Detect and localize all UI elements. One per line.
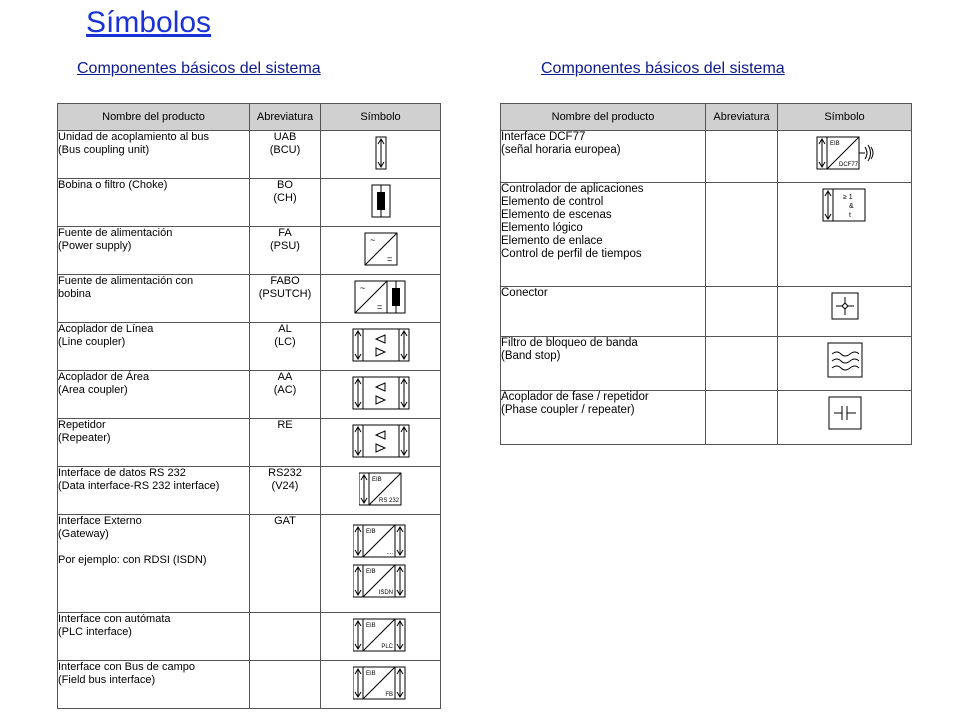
symbol-cell bbox=[321, 661, 441, 709]
symbol-cell bbox=[321, 515, 441, 613]
svg-text:~: ~ bbox=[359, 283, 365, 293]
abbreviation-cell bbox=[250, 467, 321, 515]
svg-text:EIB: EIB bbox=[365, 623, 376, 629]
abbreviation-line: GAT bbox=[274, 515, 296, 527]
product-name-line: (Field bus interface) bbox=[58, 674, 156, 686]
table-row bbox=[501, 131, 912, 183]
svg-text:t: t bbox=[848, 212, 851, 219]
svg-text:ISDN: ISDN bbox=[378, 590, 393, 596]
symbol-cell bbox=[321, 275, 441, 323]
product-name-line: Repetidor bbox=[58, 419, 106, 431]
product-name-cell bbox=[58, 323, 250, 371]
table-row bbox=[58, 179, 441, 227]
page-title[interactable]: Símbolos bbox=[86, 6, 212, 39]
table-row bbox=[58, 131, 441, 179]
left-symbol-table bbox=[57, 103, 441, 709]
product-name-cell bbox=[501, 391, 706, 445]
symbol-cell bbox=[321, 371, 441, 419]
symbol-cell bbox=[321, 467, 441, 515]
abbreviation-cell bbox=[706, 337, 778, 391]
abbreviation-cell bbox=[250, 419, 321, 467]
abbreviation-cell bbox=[250, 179, 321, 227]
product-name-line: (Phase coupler / repeater) bbox=[501, 404, 635, 416]
product-name-cell bbox=[58, 227, 250, 275]
symbol-cell bbox=[321, 227, 441, 275]
svg-text:RS 232: RS 232 bbox=[378, 498, 399, 504]
abbreviation-line: (V24) bbox=[271, 480, 299, 492]
table-row bbox=[501, 337, 912, 391]
product-name-cell bbox=[501, 337, 706, 391]
right-symbol-table bbox=[500, 103, 912, 445]
product-name-line: (Area coupler) bbox=[58, 384, 128, 396]
header-abbreviation: Abreviatura bbox=[250, 104, 321, 131]
abbreviation-line: (PSUTCH) bbox=[258, 288, 312, 300]
abbreviation-line: FABO bbox=[270, 275, 300, 287]
abbreviation-cell bbox=[706, 131, 778, 183]
phase-coupler-symbol-icon bbox=[827, 395, 863, 431]
abbreviation-cell bbox=[250, 131, 321, 179]
svg-text:EIB: EIB bbox=[371, 477, 382, 483]
product-name-line: Bobina o filtro (Choke) bbox=[58, 179, 168, 191]
product-name-cell bbox=[58, 613, 250, 661]
product-name-cell bbox=[58, 131, 250, 179]
psu-choke-symbol-icon bbox=[353, 279, 409, 315]
table-row bbox=[58, 419, 441, 467]
product-name-line: Interface DCF77 bbox=[501, 131, 586, 143]
svg-text:....: .... bbox=[385, 550, 393, 556]
product-name-line: Fuente de alimentación con bbox=[58, 275, 194, 287]
svg-text:EIB: EIB bbox=[829, 141, 840, 147]
symbol-cell bbox=[778, 287, 912, 337]
coupler-symbol-icon bbox=[352, 375, 410, 411]
abbreviation-cell bbox=[706, 183, 778, 287]
product-name-line: (Power supply) bbox=[58, 240, 132, 252]
svg-text:~: ~ bbox=[369, 235, 375, 245]
product-name-line: Acoplador de Área bbox=[58, 371, 150, 383]
svg-text:≥ 1: ≥ 1 bbox=[842, 194, 853, 201]
header-product-name: Nombre del producto bbox=[501, 104, 706, 131]
abbreviation-line: (BCU) bbox=[269, 144, 301, 156]
abbreviation-cell bbox=[250, 613, 321, 661]
product-name-line: (Line coupler) bbox=[58, 336, 126, 348]
table-row bbox=[58, 467, 441, 515]
bcu-symbol-icon bbox=[373, 135, 389, 171]
table-row bbox=[58, 227, 441, 275]
symbol-cell bbox=[778, 337, 912, 391]
svg-text:=: = bbox=[386, 254, 392, 264]
table-row bbox=[58, 613, 441, 661]
svg-text:PLC: PLC bbox=[380, 644, 393, 650]
product-name-cell bbox=[58, 371, 250, 419]
symbol-cell bbox=[321, 131, 441, 179]
abbreviation-line: (PSU) bbox=[270, 240, 300, 252]
abbreviation-line: AA bbox=[277, 371, 293, 383]
product-name-cell bbox=[58, 467, 250, 515]
product-name-line: (Gateway) bbox=[58, 528, 109, 540]
product-name-line: Unidad de acoplamiento al bus bbox=[58, 131, 210, 143]
product-name-line: Interface con Bus de campo bbox=[58, 661, 195, 673]
eib-device-icon bbox=[359, 471, 403, 507]
bandstop-symbol-icon bbox=[826, 341, 864, 379]
abbreviation-line: BO bbox=[277, 179, 293, 191]
product-name-line: Por ejemplo: con RDSI (ISDN) bbox=[58, 554, 207, 566]
product-name-line: Controlador de aplicaciones bbox=[501, 183, 644, 195]
product-name-cell bbox=[501, 131, 706, 183]
header-symbol: Símbolo bbox=[778, 104, 912, 131]
product-name-line: (Repeater) bbox=[58, 432, 111, 444]
abbreviation-line: FA bbox=[278, 227, 292, 239]
controller-symbol-icon bbox=[821, 187, 869, 223]
symbol-cell bbox=[321, 323, 441, 371]
product-name-line: Elemento de enlace bbox=[501, 235, 603, 247]
product-name-line: Interface con autómata bbox=[58, 613, 171, 625]
product-name-line: Control de perfil de tiempos bbox=[501, 248, 642, 260]
symbol-cell bbox=[778, 391, 912, 445]
abbreviation-line: AL bbox=[278, 323, 292, 335]
abbreviation-cell bbox=[250, 323, 321, 371]
abbreviation-cell bbox=[250, 661, 321, 709]
connector-symbol-icon bbox=[830, 291, 860, 321]
product-name-cell bbox=[501, 183, 706, 287]
svg-text:EIB: EIB bbox=[365, 529, 376, 535]
header-product-name: Nombre del producto bbox=[58, 104, 250, 131]
svg-text:EIB: EIB bbox=[365, 671, 376, 677]
symbol-cell bbox=[321, 419, 441, 467]
abbreviation-cell bbox=[706, 391, 778, 445]
abbreviation-cell bbox=[250, 371, 321, 419]
abbreviation-cell bbox=[250, 275, 321, 323]
product-name-line bbox=[58, 541, 249, 554]
product-name-cell bbox=[58, 515, 250, 613]
abbreviation-line: (AC) bbox=[273, 384, 297, 396]
dcf77-symbol-icon bbox=[815, 135, 875, 171]
eib-device-icon bbox=[353, 665, 409, 701]
product-name-line: Interface Externo bbox=[58, 515, 142, 527]
product-name-line: bobina bbox=[58, 288, 92, 300]
table-row bbox=[501, 391, 912, 445]
symbol-cell bbox=[321, 613, 441, 661]
svg-text:FB: FB bbox=[384, 692, 393, 698]
header-abbreviation: Abreviatura bbox=[706, 104, 778, 131]
symbol-cell bbox=[778, 131, 912, 183]
abbreviation-cell bbox=[250, 515, 321, 613]
eib-device-icon bbox=[353, 523, 409, 559]
table-row bbox=[501, 287, 912, 337]
eib-device-icon bbox=[353, 617, 409, 653]
abbreviation-line: RS232 bbox=[268, 467, 302, 479]
product-name-line: Fuente de alimentación bbox=[58, 227, 173, 239]
product-name-cell bbox=[58, 419, 250, 467]
product-name-cell bbox=[58, 661, 250, 709]
symbol-cell bbox=[321, 179, 441, 227]
product-name-line: Acoplador de fase / repetidor bbox=[501, 391, 649, 403]
svg-text:DCF77: DCF77 bbox=[838, 162, 858, 168]
abbreviation-line: (CH) bbox=[273, 192, 297, 204]
table-row bbox=[58, 515, 441, 613]
abbreviation-cell bbox=[706, 287, 778, 337]
symbol-cell bbox=[778, 183, 912, 287]
left-subtitle: Componentes básicos del sistema bbox=[77, 60, 321, 77]
svg-text:=: = bbox=[376, 302, 382, 312]
product-name-line: Filtro de bloqueo de banda bbox=[501, 337, 638, 349]
table-row bbox=[58, 275, 441, 323]
table-row bbox=[58, 661, 441, 709]
abbreviation-line: (LC) bbox=[274, 336, 296, 348]
product-name-line: Interface de datos RS 232 bbox=[58, 467, 186, 479]
product-name-line: (señal horaria europea) bbox=[501, 144, 621, 156]
table-row bbox=[58, 371, 441, 419]
product-name-line: Elemento de control bbox=[501, 196, 604, 208]
coupler-symbol-icon bbox=[352, 423, 410, 459]
svg-text:&: & bbox=[848, 203, 854, 210]
product-name-line: (Band stop) bbox=[501, 350, 561, 362]
abbreviation-line: UAB bbox=[273, 131, 297, 143]
right-subtitle: Componentes básicos del sistema bbox=[541, 60, 785, 77]
product-name-cell bbox=[58, 179, 250, 227]
choke-symbol-icon bbox=[371, 183, 391, 219]
table-row bbox=[501, 183, 912, 287]
abbreviation-line: RE bbox=[277, 419, 293, 431]
abbreviation-cell bbox=[250, 227, 321, 275]
svg-text:EIB: EIB bbox=[365, 569, 376, 575]
product-name-line: Conector bbox=[501, 287, 548, 299]
product-name-cell bbox=[58, 275, 250, 323]
coupler-symbol-icon bbox=[352, 327, 410, 363]
product-name-line: (Bus coupling unit) bbox=[58, 144, 150, 156]
product-name-line: Elemento lógico bbox=[501, 222, 583, 234]
eib-device-icon bbox=[353, 563, 409, 599]
product-name-line: (Data interface-RS 232 interface) bbox=[58, 480, 220, 492]
product-name-line: Elemento de escenas bbox=[501, 209, 612, 221]
psu-symbol-icon bbox=[363, 231, 399, 267]
product-name-cell bbox=[501, 287, 706, 337]
header-symbol: Símbolo bbox=[321, 104, 441, 131]
table-row bbox=[58, 323, 441, 371]
product-name-line: Acoplador de Línea bbox=[58, 323, 154, 335]
product-name-line: (PLC interface) bbox=[58, 626, 132, 638]
table-header-row bbox=[501, 104, 912, 131]
table-header-row bbox=[58, 104, 441, 131]
